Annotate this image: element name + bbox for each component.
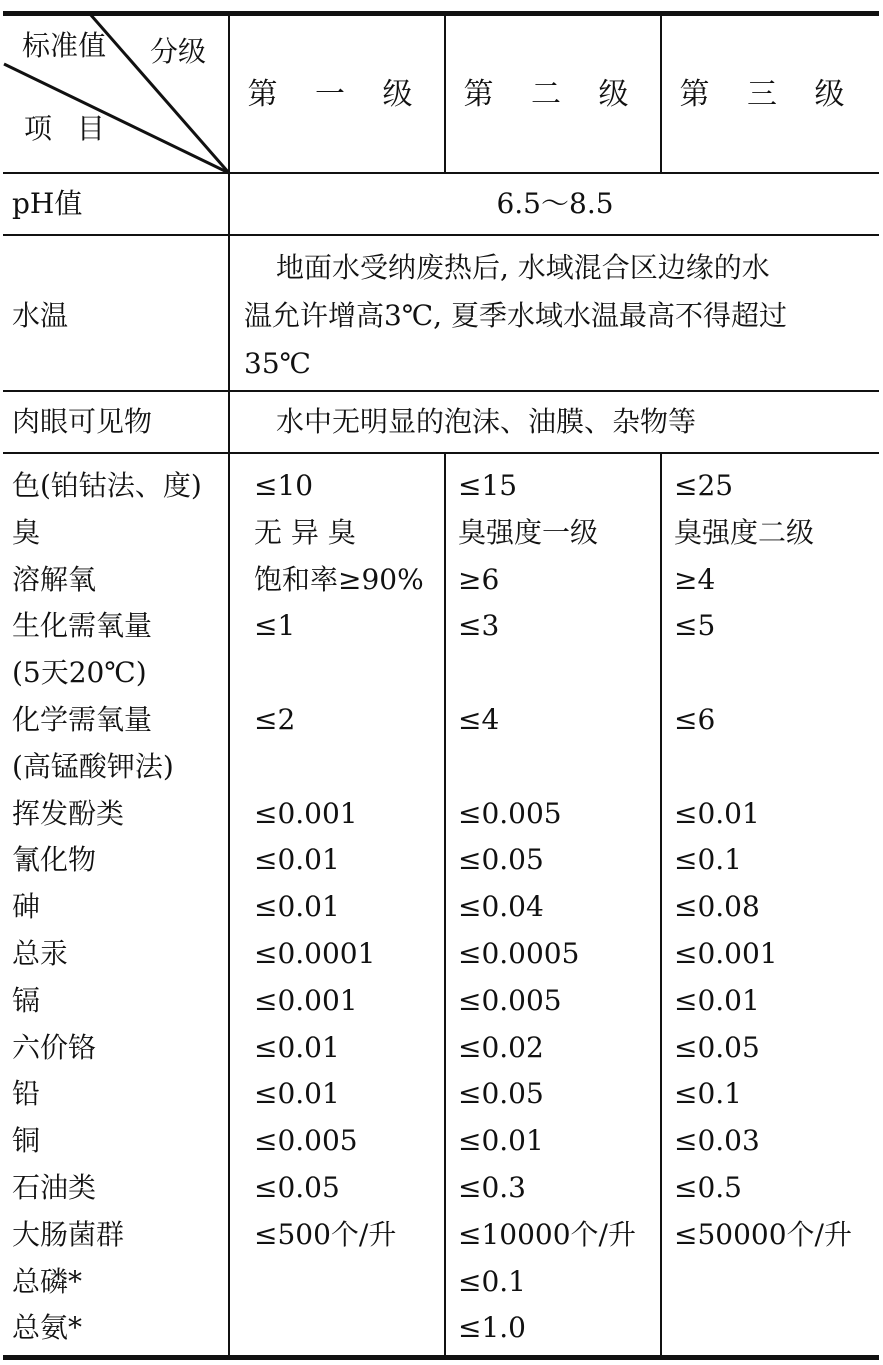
grade-3-value: ≤0.001: [674, 937, 778, 970]
water-temp-line-2: 温允许增高3℃, 夏季水域水温最高不得超过: [244, 299, 787, 332]
table-row: [0, 1165, 883, 1211]
table-row: [0, 978, 883, 1024]
row-label: 总汞: [12, 937, 69, 970]
grade-1-value: ≤0.001: [254, 983, 358, 1017]
table-row: [0, 744, 883, 790]
ph-label: pH值: [12, 187, 83, 220]
row-label: 镉: [12, 983, 41, 1017]
table-row: [0, 1071, 883, 1117]
grade-2-header: 第 二 级: [463, 77, 643, 112]
row-label: 化学需氧量: [12, 703, 153, 736]
table-row: [0, 697, 883, 743]
row-label: (5天20℃): [12, 656, 147, 690]
row-label: 六价铬: [12, 1030, 97, 1064]
grade-2-value: ≤0.04: [458, 890, 544, 924]
water-temp-label: 水温: [12, 299, 69, 332]
grade-3-value: ≤0.08: [674, 890, 760, 924]
grade-2-value: ≤4: [458, 703, 500, 736]
table-row: [0, 884, 883, 930]
grade-1-value: ≤10: [254, 469, 314, 502]
grade-3-value: ≤6: [674, 703, 716, 736]
corner-item: 项 目: [24, 112, 113, 145]
grade-3-value: ≤50000个/升: [674, 1217, 852, 1251]
table-row: [0, 931, 883, 977]
grade-3-value: ≤0.5: [674, 1171, 742, 1204]
grade-1-value: ≤1: [254, 609, 296, 643]
table-row: [0, 1259, 883, 1305]
row-label: 铜: [12, 1124, 41, 1158]
table-row: [0, 557, 883, 603]
grade-2-value: ≤0.01: [458, 1124, 544, 1158]
grade-1-value: 无 异 臭: [254, 515, 356, 549]
grade-1-value: 饱和率≥90%: [254, 562, 424, 596]
row-label: (高锰酸钾法): [12, 749, 174, 783]
grade-3-value: ≤0.1: [674, 843, 742, 877]
grade-2-value: ≤0.02: [458, 1030, 544, 1064]
temp-divider: [3, 390, 879, 392]
grade-3-value: 臭强度二级: [674, 515, 815, 549]
grade-3-value: ≤5: [674, 609, 716, 643]
row-label: 大肠菌群: [12, 1217, 125, 1251]
row-label: 生化需氧量: [12, 609, 153, 643]
table-row: [0, 650, 883, 696]
grade-2-value: ≤0.0005: [458, 937, 580, 970]
row-label: 溶解氧: [12, 562, 97, 596]
table-row: [0, 463, 883, 509]
row-label: 挥发酚类: [12, 796, 125, 830]
grade-2-value: ≤10000个/升: [458, 1217, 636, 1251]
row-label: 总氨*: [12, 1311, 83, 1345]
water-temp-line-3: 35℃: [244, 347, 311, 380]
grade-1-value: ≤0.01: [254, 890, 340, 924]
row-label: 总磷*: [12, 1264, 83, 1298]
grade-2-value: ≤1.0: [458, 1311, 526, 1345]
header-diagonal-lines: [0, 0, 235, 180]
grade-3-header: 第 三 级: [679, 77, 859, 112]
grade-3-value: ≤0.03: [674, 1124, 760, 1158]
grade-2-value: ≤0.005: [458, 983, 562, 1017]
grade-3-value: ≤0.05: [674, 1030, 760, 1064]
grade-3-value: ≤0.01: [674, 983, 760, 1017]
grade-3-value: ≤0.01: [674, 796, 760, 830]
grade-3-value: ≤25: [674, 469, 734, 502]
grade-2-value: ≤0.3: [458, 1171, 526, 1204]
grade-1-value: ≤0.0001: [254, 937, 376, 970]
row-label: 色(铂钴法、度): [12, 469, 202, 502]
ph-divider: [3, 234, 879, 236]
grade-1-value: ≤0.01: [254, 1030, 340, 1064]
table-bottom-rule: [3, 1355, 879, 1360]
row-label: 砷: [12, 890, 41, 924]
ph-value: 6.5～8.5: [496, 187, 614, 220]
corner-standard-value: 标准值: [22, 29, 107, 62]
grade-1-value: ≤0.001: [254, 796, 358, 830]
grade-2-value: ≤0.005: [458, 796, 562, 830]
grade-1-header: 第 一 级: [247, 77, 427, 112]
grade-1-value: ≤0.01: [254, 843, 340, 877]
row-label: 臭: [12, 515, 41, 549]
table-row: [0, 1212, 883, 1258]
grade-3-value: ≥4: [674, 562, 716, 596]
row-label: 氰化物: [12, 843, 97, 877]
grade-1-value: ≤0.05: [254, 1171, 340, 1204]
visible-divider: [3, 452, 879, 454]
table-row: [0, 510, 883, 556]
grade-2-value: ≥6: [458, 562, 500, 596]
visible-matter-value: 水中无明显的泡沫、油膜、杂物等: [276, 405, 697, 438]
grade-2-value: ≤0.05: [458, 843, 544, 877]
corner-grade: 分级: [150, 35, 207, 68]
grade-1-value: ≤2: [254, 703, 296, 736]
grade-1-value: ≤0.005: [254, 1124, 358, 1158]
grade-3-value: ≤0.1: [674, 1077, 742, 1111]
table-row: [0, 1118, 883, 1164]
grade-2-value: ≤0.1: [458, 1264, 526, 1298]
table-row: [0, 603, 883, 649]
grade-2-value: ≤15: [458, 469, 518, 502]
grade-2-value: 臭强度一级: [458, 515, 599, 549]
grade-2-value: ≤0.05: [458, 1077, 544, 1111]
grade-1-value: ≤0.01: [254, 1077, 340, 1111]
grade-1-value: ≤500个/升: [254, 1217, 397, 1251]
table-row: [0, 1305, 883, 1351]
visible-matter-label: 肉眼可见物: [12, 405, 153, 438]
table-row: [0, 1025, 883, 1071]
table-row: [0, 791, 883, 837]
row-label: 石油类: [12, 1171, 97, 1204]
table-row: [0, 837, 883, 883]
row-label: 铅: [12, 1077, 41, 1111]
grade-2-value: ≤3: [458, 609, 500, 643]
water-temp-line-1: 地面水受纳废热后, 水域混合区边缘的水: [276, 251, 770, 284]
